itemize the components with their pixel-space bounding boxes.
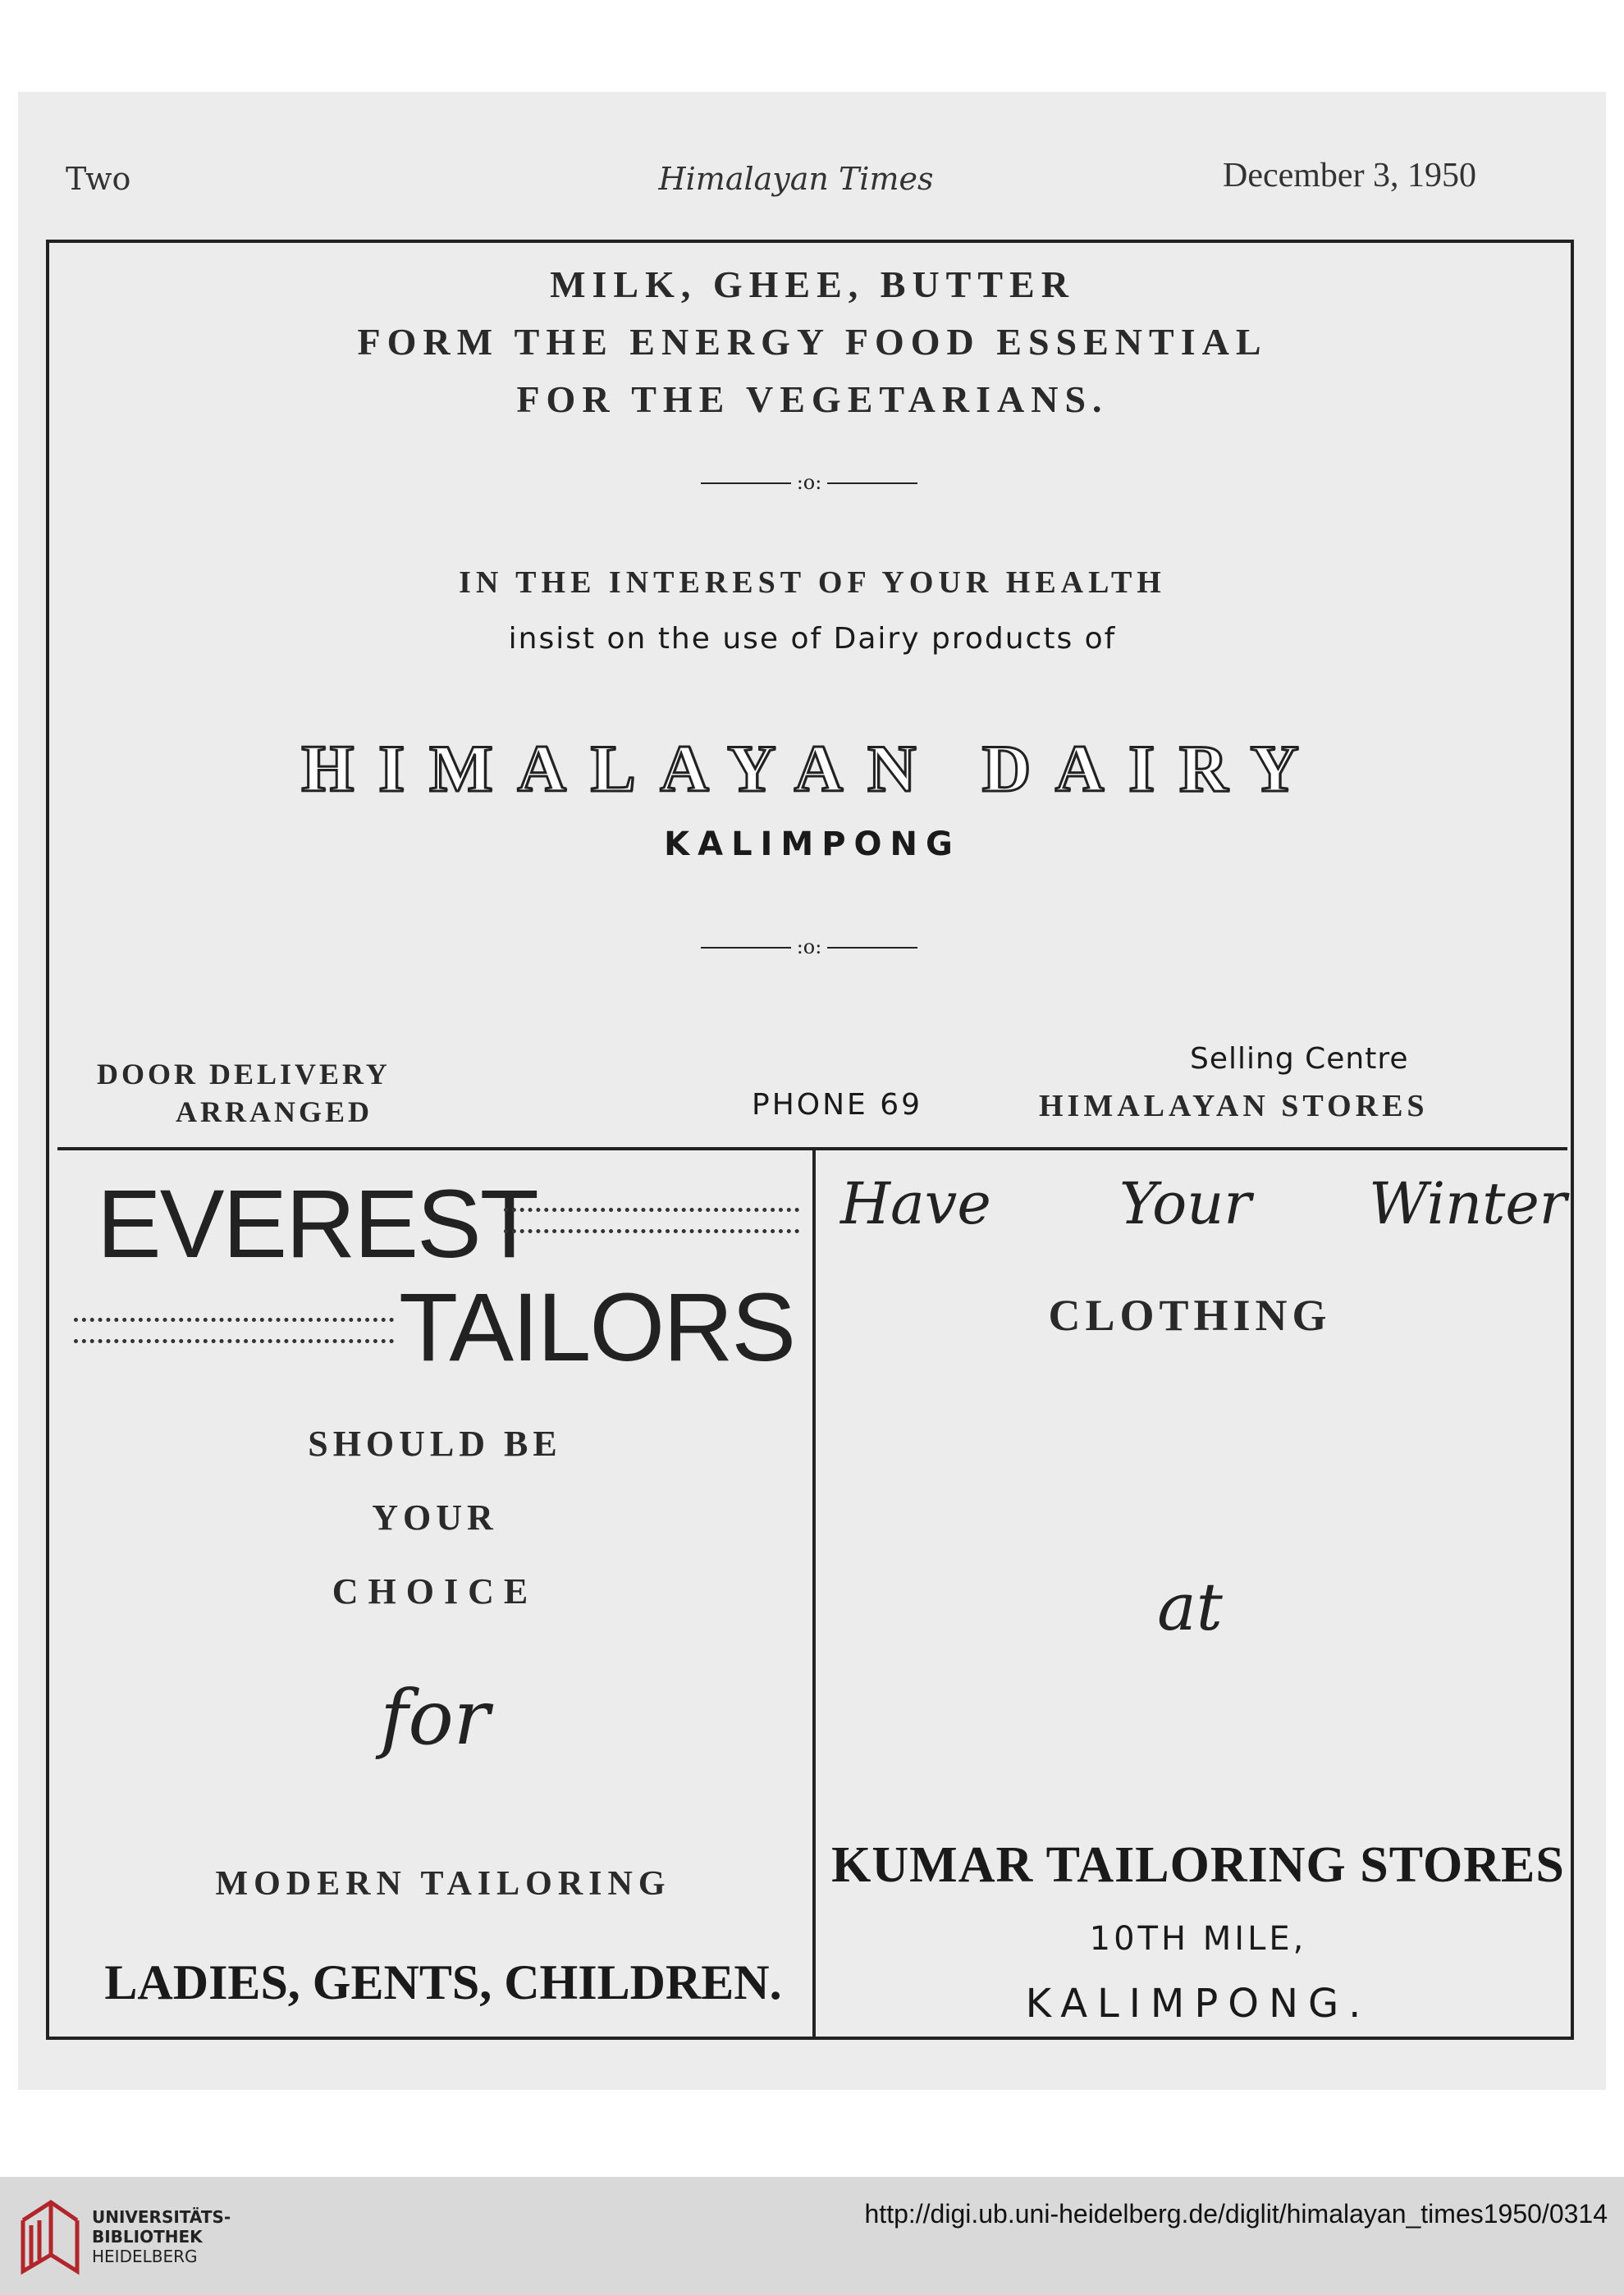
page-number: Two <box>66 161 131 197</box>
choice-line-2: YOUR <box>372 1497 498 1538</box>
kumar-address: 10TH MILE, <box>1089 1920 1307 1958</box>
kumar-store-name: KUMAR TAILORING STORES <box>831 1837 1565 1893</box>
script-word-have: Have <box>840 1170 991 1237</box>
ad-frame-outer <box>46 240 1574 2040</box>
dairy-headline-line-2: FORM THE ENERGY FOOD ESSENTIAL <box>357 321 1268 363</box>
everest-dots-left-2 <box>74 1339 394 1343</box>
footer-bar <box>0 2177 1624 2295</box>
customer-types: LADIES, GENTS, CHILDREN. <box>104 1955 782 2009</box>
divider-ornament-top: :o: <box>701 471 919 496</box>
kumar-town: KALIMPONG. <box>1025 1981 1371 2027</box>
dairy-headline-line-1: MILK, GHEE, BUTTER <box>550 263 1075 305</box>
choice-line-3: CHOICE <box>332 1571 538 1612</box>
script-word-winter: Winter <box>1369 1170 1567 1237</box>
door-delivery-line-2: ARRANGED <box>176 1095 373 1128</box>
script-word-your: Your <box>1119 1170 1251 1237</box>
for-script-word: for <box>380 1674 490 1762</box>
library-name <box>92 2207 231 2266</box>
everest-name-line-1: EVEREST <box>97 1170 538 1278</box>
at-script-word: at <box>1157 1569 1223 1645</box>
himalayan-dairy-brand: HIMALAYAN DAIRY <box>301 731 1324 806</box>
insist-line: insist on the use of Dairy products of <box>508 622 1117 656</box>
library-name-line-2: BIBLIOTHEK <box>92 2227 203 2247</box>
dairy-headline-line-3: FOR THE VEGETARIANS. <box>516 378 1109 420</box>
issue-date: December 3, 1950 <box>1223 157 1477 194</box>
dairy-phone: PHONE 69 <box>752 1088 923 1122</box>
modern-tailoring: MODERN TAILORING <box>215 1865 671 1903</box>
selling-centre-label: Selling Centre <box>1190 1042 1409 1076</box>
everest-dots-right <box>504 1208 799 1212</box>
choice-line-1: SHOULD BE <box>308 1424 562 1464</box>
ad-frame-divider-vertical <box>812 1149 816 2037</box>
newspaper-title: Himalayan Times <box>658 161 934 197</box>
dairy-town: KALIMPONG <box>664 825 961 863</box>
source-url-link[interactable]: http://digi.ub.uni-heidelberg.de/diglit/himalayan_times1950/0314 <box>864 2199 1608 2229</box>
selling-centre-store: HIMALAYAN STORES <box>1039 1089 1429 1123</box>
divider-ornament-bottom: :o: <box>701 935 919 960</box>
everest-name-line-2: TAILORS <box>399 1273 795 1382</box>
health-interest-line: IN THE INTEREST OF YOUR HEALTH <box>459 565 1166 600</box>
everest-dots-left <box>74 1318 394 1322</box>
library-name-line-3: HEIDELBERG <box>92 2247 198 2266</box>
library-name-line-1: UNIVERSITÄTS- <box>92 2207 231 2227</box>
clothing-word: CLOTHING <box>1048 1291 1332 1340</box>
library-logo-icon <box>18 2196 82 2278</box>
everest-dots-right-2 <box>504 1229 799 1233</box>
door-delivery-line-1: DOOR DELIVERY <box>97 1058 391 1090</box>
